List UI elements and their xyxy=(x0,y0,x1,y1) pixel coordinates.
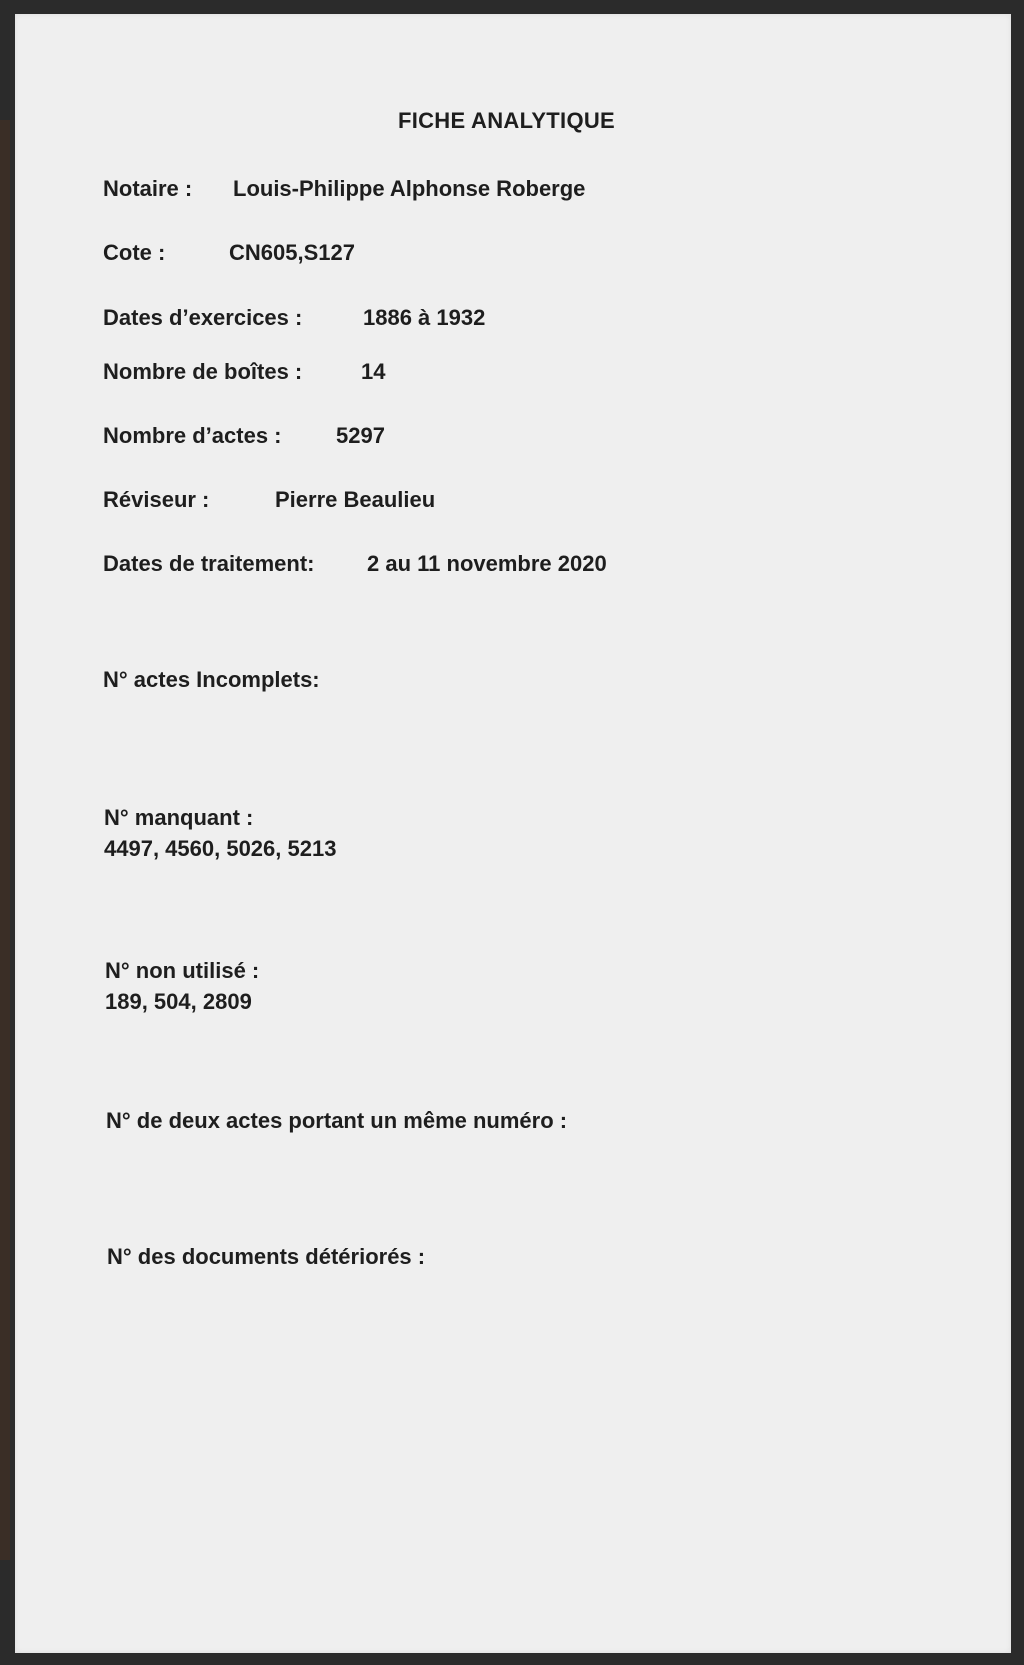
section-deteriores-label: N° des documents détériorés : xyxy=(107,1244,426,1269)
section-actes-incomplets-label: N° actes Incomplets: xyxy=(103,667,320,692)
field-value: 1886 à 1932 xyxy=(363,305,486,330)
field-value: Pierre Beaulieu xyxy=(275,487,436,512)
field-label: Réviseur : xyxy=(103,487,210,512)
field-nombre-boites xyxy=(103,359,386,385)
section-non-utilise-value: 189, 504, 2809 xyxy=(105,989,252,1014)
field-value: 5297 xyxy=(336,423,385,448)
field-reviseur xyxy=(103,487,436,513)
field-value: 2 au 11 novembre 2020 xyxy=(367,551,607,576)
field-value: CN605,S127 xyxy=(229,240,355,265)
field-label: Cote : xyxy=(103,240,166,265)
section-manquant-value: 4497, 4560, 5026, 5213 xyxy=(104,836,337,861)
field-label: Dates de traitement: xyxy=(103,551,315,576)
field-value: Louis-Philippe Alphonse Roberge xyxy=(233,176,586,201)
field-label: Nombre de boîtes : xyxy=(103,359,303,384)
binder-spine xyxy=(0,120,10,1560)
field-label: Nombre d’actes : xyxy=(103,423,282,448)
field-cote xyxy=(103,240,355,266)
field-dates-traitement xyxy=(103,551,607,577)
field-label: Dates d’exercices : xyxy=(103,305,303,330)
field-dates-exercices xyxy=(103,305,486,331)
field-value: 14 xyxy=(361,359,386,384)
field-label: Notaire : xyxy=(103,176,193,201)
section-non-utilise-label: N° non utilisé : xyxy=(105,958,260,983)
section-manquant-label: N° manquant : xyxy=(104,805,254,830)
document-title: FICHE ANALYTIQUE xyxy=(397,108,616,133)
field-notaire xyxy=(103,176,586,202)
section-meme-numero-label: N° de deux actes portant un même numéro : xyxy=(106,1108,568,1133)
field-nombre-actes xyxy=(103,423,385,449)
